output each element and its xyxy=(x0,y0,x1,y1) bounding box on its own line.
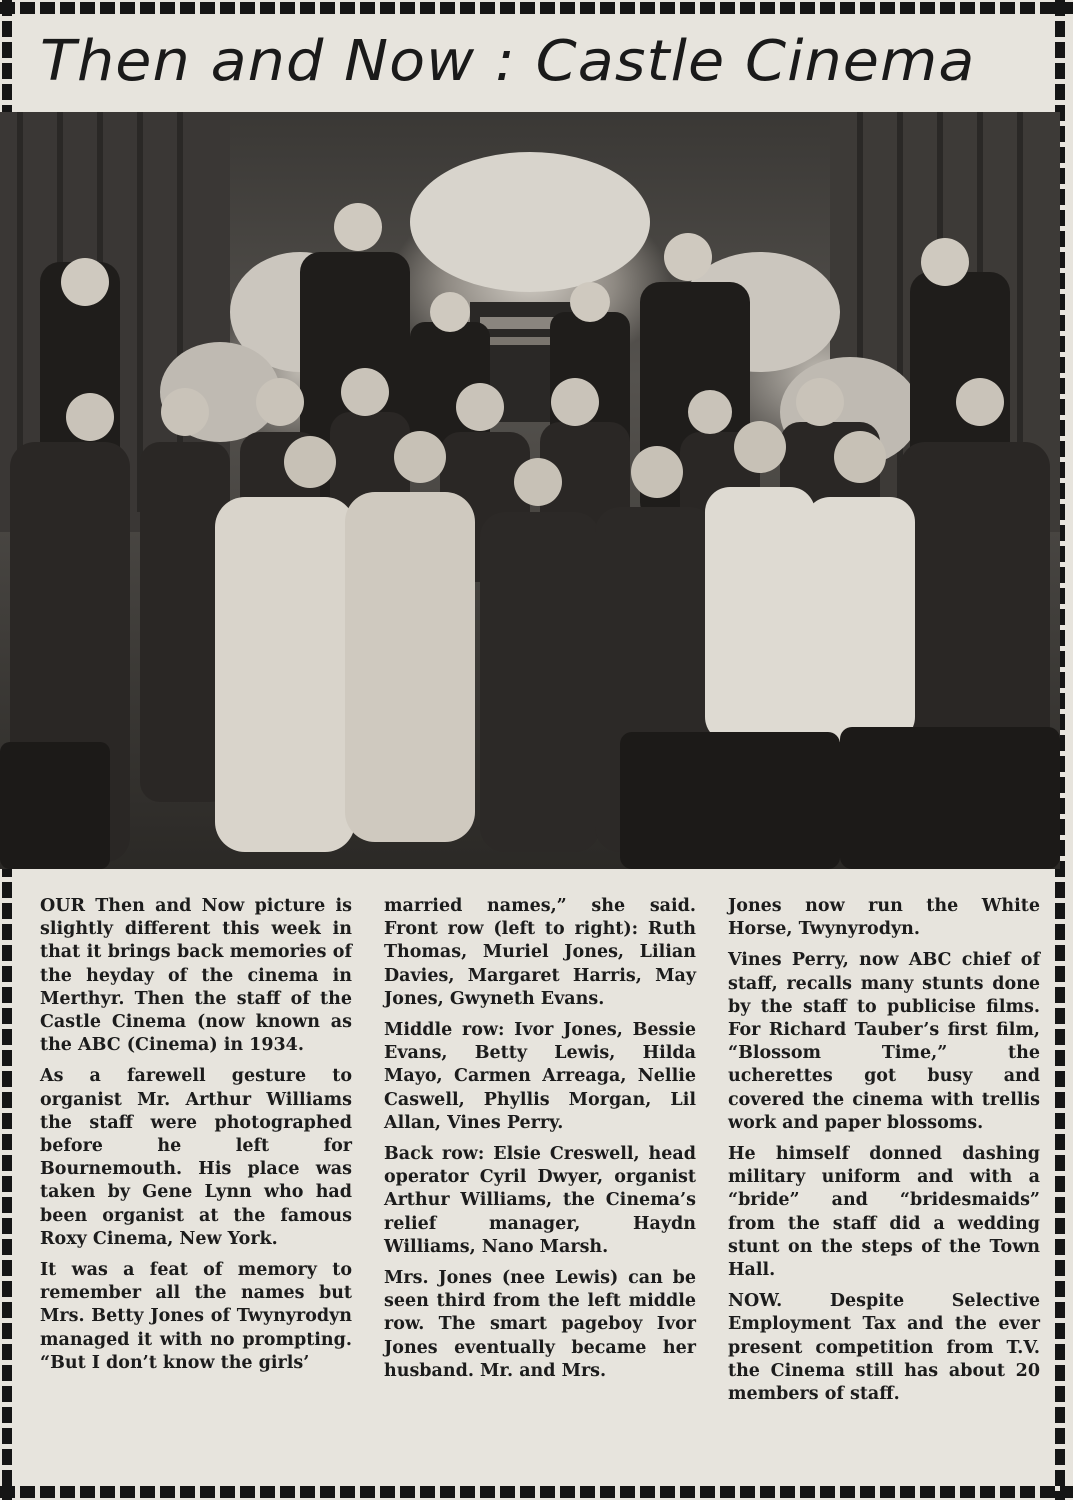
paragraph: OUR Then and Now picture is slightly different this week in that it brings back memories of the heyday of the cinema in Merthyr. Then the staff of the Castle Cinema (now known as the ABC (Cinema) in 1934. xyxy=(40,896,352,1056)
paragraph: He himself donned dashing military uniform and with a “bride” and “bridesmaids” from the staff did a wedding stunt on the steps of the Town Hall. xyxy=(728,1144,1040,1281)
paragraph: It was a feat of memory to remember all the names but Mrs. Betty Jones of Twynyrodyn managed it with no prompting. “But I don’t know the girls’ xyxy=(40,1260,352,1373)
headline: Then and Now : Castle Cinema xyxy=(40,29,976,94)
article-column-2 xyxy=(384,895,696,1391)
paragraph: Vines Perry, now ABC chief of staff, recalls many stunts done by the staff to publicise films. For Richard Tauber’s first film, “Blossom Time,” the ucherettes got busy and covered the cinema with trellis work and paper blossoms. xyxy=(728,950,1040,1133)
group-photograph xyxy=(0,112,1060,869)
article-column-3 xyxy=(728,895,1040,1414)
paragraph: Back row: Elsie Creswell, head operator Cyril Dwyer, organist Arthur Williams, the Cinema’s relief manager, Haydn Williams, Nano Marsh. xyxy=(384,1144,696,1257)
border-top xyxy=(0,2,1073,14)
paragraph: Middle row: Ivor Jones, Bessie Evans, Betty Lewis, Hilda Mayo, Carmen Arreaga, Nellie Caswell, Phyllis Morgan, Lil Allan, Vines Perry. xyxy=(384,1020,696,1133)
article-column-1 xyxy=(40,895,352,1383)
border-bottom xyxy=(0,1486,1073,1498)
paragraph: married names,” she said. Front row (left to right): Ruth Thomas, Muriel Jones, Lilian Davies, Margaret Harris, May Jones, Gwyneth Evans. xyxy=(384,896,696,1009)
paragraph: Mrs. Jones (nee Lewis) can be seen third from the left middle row. The smart pageboy Ivor Jones eventually became her husband. Mr. and Mrs. xyxy=(384,1268,696,1381)
paragraph: NOW. Despite Selective Employment Tax and the ever present competition from T.V. the Cinema still has about 20 members of staff. xyxy=(728,1291,1040,1405)
paragraph: As a farewell gesture to organist Mr. Arthur Williams the staff were photographed before he left for Bournemouth. His place was taken by Gene Lynn who had been organist at the famous Roxy Cinema, New York. xyxy=(40,1066,352,1249)
paragraph: Jones now run the White Horse, Twynyrodyn. xyxy=(728,896,1040,940)
article-body xyxy=(34,895,1044,1475)
